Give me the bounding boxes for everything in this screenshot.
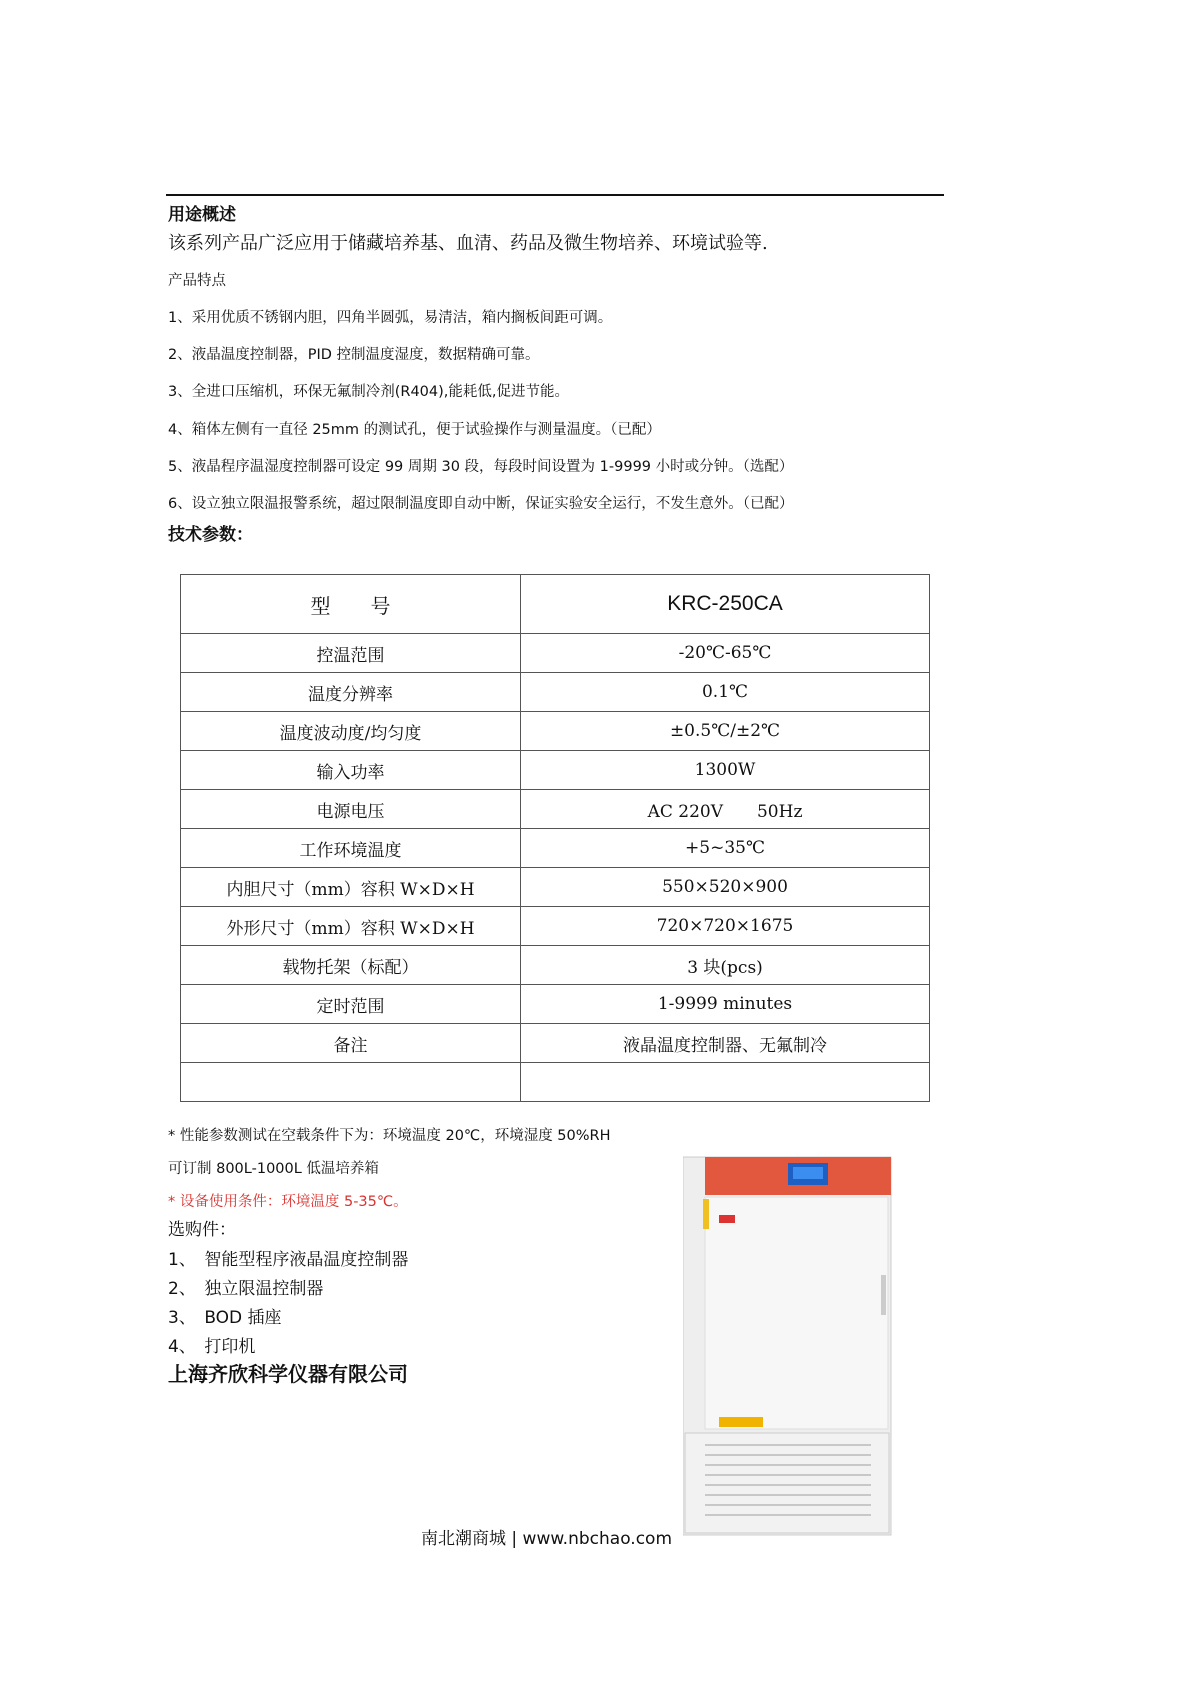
table-row	[181, 1063, 930, 1102]
spec-label: 温度波动度/均匀度	[181, 712, 521, 751]
table-header-row	[181, 575, 930, 634]
spec-value	[521, 1063, 930, 1102]
option-item: 4、 打印机	[168, 1337, 256, 1357]
spec-label: 输入功率	[181, 751, 521, 790]
spec-label: 备注	[181, 1024, 521, 1063]
spec-value: 550×520×900	[521, 868, 930, 907]
top-rule	[166, 194, 944, 196]
spec-label: 外形尺寸（mm）容积 W×D×H	[181, 907, 521, 946]
usage-title: 用途概述	[168, 205, 236, 225]
test-note: * 性能参数测试在空载条件下为：环境温度 20℃，环境湿度 50%RH	[168, 1128, 611, 1144]
spec-value: 1300W	[521, 751, 930, 790]
option-item: 1、 智能型程序液晶温度控制器	[168, 1250, 409, 1270]
usage-condition-note: * 设备使用条件：环境温度 5-35℃。	[168, 1194, 408, 1210]
table-row	[181, 634, 930, 673]
spec-value: 0.1℃	[521, 673, 930, 712]
table-row	[181, 1024, 930, 1063]
spec-label: 电源电压	[181, 790, 521, 829]
spec-label: 内胆尺寸（mm）容积 W×D×H	[181, 868, 521, 907]
table-row	[181, 790, 930, 829]
spec-value: 1-9999 minutes	[521, 985, 930, 1024]
table-row	[181, 829, 930, 868]
spec-value: 3 块(pcs)	[521, 946, 930, 985]
table-row	[181, 751, 930, 790]
options-title: 选购件：	[168, 1220, 236, 1240]
spec-label: 载物托架（标配）	[181, 946, 521, 985]
spec-label: 工作环境温度	[181, 829, 521, 868]
spec-label: 控温范围	[181, 634, 521, 673]
spec-label: 温度分辨率	[181, 673, 521, 712]
table-row	[181, 712, 930, 751]
feature-item: 4、箱体左侧有一直径 25mm 的测试孔，便于试验操作与测量温度。（已配）	[168, 422, 661, 438]
spec-value: 720×720×1675	[521, 907, 930, 946]
incubator-product-image	[683, 1155, 905, 1537]
header-label: 型 号	[181, 575, 521, 634]
features-title: 产品特点	[168, 273, 226, 289]
feature-item: 3、全进口压缩机，环保无氟制冷剂(R404),能耗低,促进节能。	[168, 384, 570, 400]
model-value: KRC-250CA	[521, 575, 930, 634]
table-row	[181, 946, 930, 985]
spec-value: -20℃-65℃	[521, 634, 930, 673]
table-row	[181, 985, 930, 1024]
footer-site: 南北潮商城 | www.nbchao.com	[421, 1529, 673, 1549]
spec-label	[181, 1063, 521, 1102]
spec-value: ±0.5℃/±2℃	[521, 712, 930, 751]
feature-item: 6、设立独立限温报警系统，超过限制温度即自动中断，保证实验安全运行，不发生意外。（已配）	[168, 496, 794, 512]
usage-text: 该系列产品广泛应用于储藏培养基、血清、药品及微生物培养、环境试验等.	[168, 233, 768, 254]
option-item: 3、 BOD 插座	[168, 1308, 282, 1328]
option-item: 2、 独立限温控制器	[168, 1279, 324, 1299]
feature-item: 1、采用优质不锈钢内胆，四角半圆弧，易清洁，箱内搁板间距可调。	[168, 310, 613, 326]
spec-value: +5~35℃	[521, 829, 930, 868]
table-row	[181, 673, 930, 712]
feature-item: 2、液晶温度控制器，PID 控制温度湿度，数据精确可靠。	[168, 347, 540, 363]
custom-note: 可订制 800L-1000L 低温培养箱	[168, 1161, 379, 1177]
table-row	[181, 868, 930, 907]
spec-value: 液晶温度控制器、无氟制冷	[521, 1024, 930, 1063]
spec-value: AC 220V 50Hz	[521, 790, 930, 829]
feature-item: 5、液晶程序温湿度控制器可设定 99 周期 30 段，每段时间设置为 1-9999 小时或分钟。（选配）	[168, 459, 794, 475]
company-name: 上海齐欣科学仪器有限公司	[168, 1362, 408, 1386]
specs-title: 技术参数：	[168, 525, 253, 545]
specs-table	[180, 574, 930, 1102]
table-row	[181, 907, 930, 946]
spec-label: 定时范围	[181, 985, 521, 1024]
